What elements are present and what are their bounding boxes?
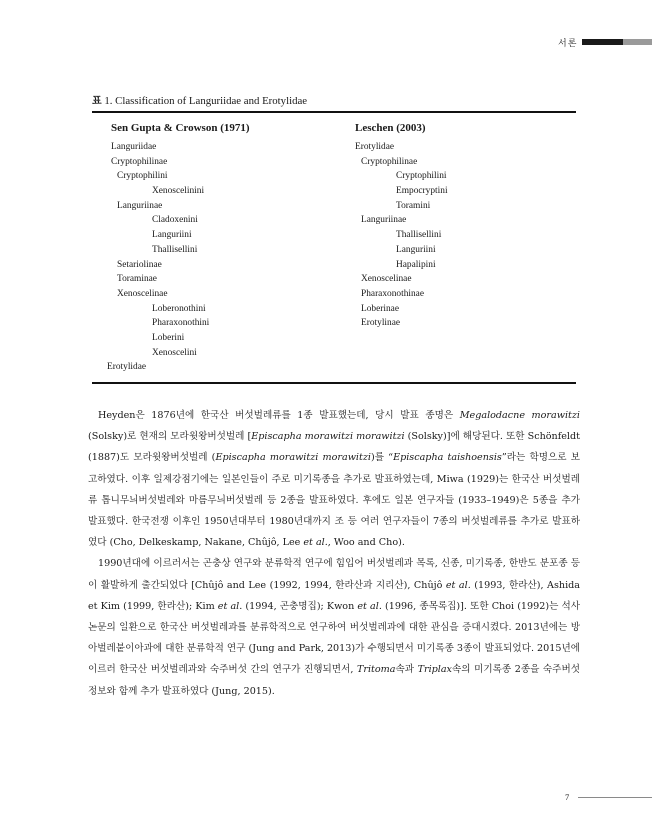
page-number: 7 (565, 792, 570, 802)
taxon-entry: Loberini (152, 332, 185, 343)
body-paragraph (88, 553, 580, 701)
text-run: )를 “ (370, 452, 394, 464)
taxon-entry: Languriidae (111, 142, 157, 152)
italic-run: Triplax (417, 664, 452, 676)
table-top-rule (92, 111, 576, 113)
taxon-entry: Languriini (152, 230, 192, 241)
taxon-entry: Loberinae (361, 303, 399, 314)
text-run: (Solsky)]에 해당된다. 또한 Schönfeldt (1887)도 모라윗왕버섯벌레 ( (88, 431, 580, 464)
italic-run: et al. (303, 537, 328, 549)
table-bottom-rule (92, 382, 576, 384)
italic-run: et al. (217, 600, 243, 612)
taxon-entry: Languriinae (117, 200, 163, 211)
taxon-entry: Toraminae (117, 274, 157, 285)
header-bar-dark (582, 39, 623, 45)
italic-run: Episcapha morawitzi morawitzi (251, 431, 405, 443)
text-run: 속의 미기록종 2종을 숙주버섯 정보와 함께 추가 발표하였다 (Jung, 2015). (88, 664, 580, 697)
italic-run: et al. (445, 579, 471, 591)
taxon-entry: Xenoscelinae (117, 288, 168, 299)
taxon-entry: Setariolinae (117, 259, 162, 270)
taxon-entry: Xenoscelinae (361, 274, 412, 285)
italic-run: Tritoma (356, 664, 396, 676)
text-run: (Solsky)로 현재의 모라윗왕버섯벌레 [ (88, 431, 252, 443)
text-run: , Woo and Cho). (327, 537, 405, 549)
text-run: (1996, 종목록집)]. 또한 Choi (1992)는 석사논문의 일환으로 한국산 버섯벌레과를 분류학적으로 연구하여 버섯벌레과에 대한 관심을 증대시켰다. 2013년에는 방아벌레붙이아과에 대한 분류학적 연구 (Jung and Park, 2013)가 수행되면서 미기록종 3종이 발표되었다. 2015년에 이르러 한국산 버섯벌레과와 숙주버섯 간의 연구가 진행되면서, (88, 600, 581, 676)
taxon-entry: Toramini (396, 200, 431, 211)
taxon-entry: Xenoscelini (152, 347, 197, 358)
taxon-entry: Cladoxenini (152, 215, 198, 226)
taxon-entry: Xenoscelinini (152, 186, 205, 197)
text-run: 속과 (395, 664, 418, 676)
taxon-entry: Erotylidae (355, 142, 395, 152)
taxon-entry: Thallisellini (152, 244, 198, 255)
taxon-entry: Hapalipini (396, 259, 436, 270)
section-label: 서론 (558, 39, 578, 49)
italic-run: et al. (357, 600, 382, 612)
taxon-entry: Loberonothini (152, 303, 206, 314)
taxon-entry: Pharaxonothini (152, 318, 210, 329)
table-caption (92, 92, 307, 107)
text-run: Heyden은 1876년에 한국산 버섯벌레류를 1종 발표했는데, 당시 발표 종명은 (98, 410, 460, 421)
taxon-entry: Pharaxonothinae (361, 288, 425, 299)
right-taxonomy-list (0, 140, 448, 331)
text-run: (1993, 한라산), Ashida et Kim (1999, 한라산); Kim (88, 579, 580, 612)
taxon-entry: Cryptophilinae (111, 156, 168, 167)
body-paragraph (88, 405, 580, 553)
right-column-heading: Leschen (2003) (355, 122, 426, 134)
text-run: ”라는 학명으로 보고하였다. 이후 일제강점기에는 일본인들이 주로 미기록종을 추가로 발표하였는데, Miwa (1929)는 한국산 버섯벌레류 톱니무늬버섯벌레와 마름무늬버섯벌레 등 2종을 발표하였다. 후에도 일본 연구자들 (1933–1949)은 5종을 추가 발표했다. 한국전쟁 이후인 1950년대부터 1980년대까지 조 등 여러 연구자들이 7종의 버섯벌레류를 추가로 발표하였다 (Cho, Delkeskamp, Nakane, Chûjô, Lee (88, 452, 580, 549)
taxon-entry: Cryptophilini (117, 171, 168, 182)
taxon-entry: Languriinae (361, 215, 407, 226)
italic-run: Episcapha morawitzi morawitzi (215, 452, 371, 464)
taxon-entry: Erotylinae (361, 318, 401, 329)
italic-run: Megalodacne morawitzi (459, 410, 580, 421)
italic-run: Episcapha taishoensis (393, 452, 502, 464)
header-bar-light (623, 39, 652, 45)
table-caption-prefix: 표 (92, 96, 102, 107)
taxon-entry: Languriini (396, 244, 436, 255)
text-run: 1990년대에 이르러서는 곤충상 연구와 분류학적 연구에 힘입어 버섯벌레과 목록, 신종, 미기록종, 한반도 분포종 등이 활발하게 출간되었다 [Chûjô and Lee (1992, 1994, 한라산과 지리산), Chûjô (88, 558, 580, 591)
footer-line (578, 797, 652, 798)
taxon-entry: Cryptophilinae (361, 156, 418, 167)
body-text (88, 405, 580, 702)
taxon-entry: Cryptophilini (396, 171, 447, 182)
taxon-entry: Thallisellini (396, 230, 442, 241)
left-column-heading: Sen Gupta & Crowson (1971) (111, 122, 250, 134)
text-run: (1994, 곤충명집); Kwon (242, 600, 358, 612)
taxon-entry: Empocryptini (396, 186, 448, 197)
table-caption-text: 1. Classification of Languriidae and Erotylidae (101, 95, 308, 107)
taxon-entry: Erotylidae (107, 362, 147, 373)
